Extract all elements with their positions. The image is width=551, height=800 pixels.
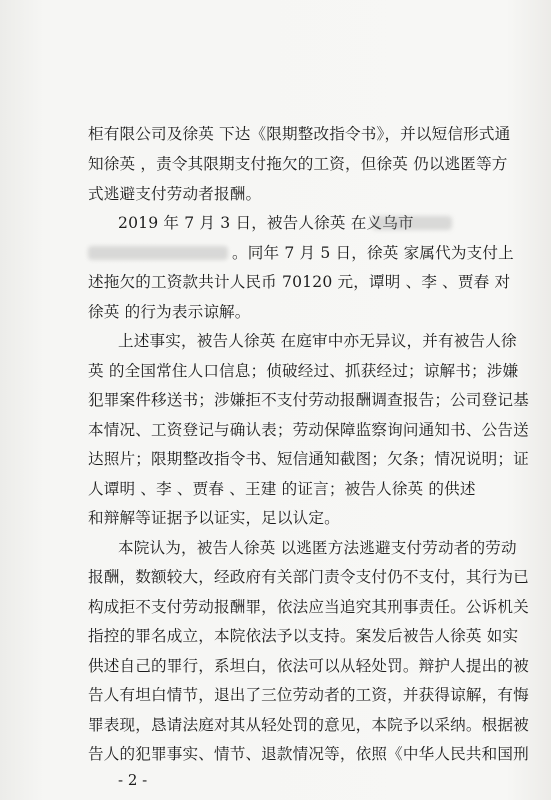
line-text: 柜有限公司及徐英 下达《限期整改指令书》，并以短信形式通	[88, 125, 511, 143]
line-text: 知徐英 ，责令其限期支付拖欠的工资，但徐英 仍以逃匿等方	[88, 155, 508, 173]
line-text: 报酬，数额较大，经政府有关部门责令支付仍不支付，其行为已	[88, 568, 529, 586]
line-text: 本情况、工资登记与确认表；劳动保障监察询问通知书、公告送	[88, 421, 529, 439]
line-text: 罪表现，恳请法庭对其从轻处罚的意见，本院予以采纳。根据被	[88, 716, 529, 734]
line-text: 式逃避支付劳动者报酬。	[88, 185, 262, 203]
line-text: 人谭明 、李 、贾春 、王建 的证言；被告人徐英 的供述	[88, 480, 476, 498]
line-text: 犯罪案件移送书；涉嫌拒不支付劳动报酬调查报告；公司登记基	[88, 391, 529, 409]
line-text: 上述事实，被告人徐英 在庭审中亦无异议，并有被告人徐	[118, 332, 517, 350]
line-text: 英 的全国常住人口信息；侦破经过、抓获经过；谅解书；涉嫌	[88, 362, 519, 380]
line-text: 述拖欠的工资款共计人民币 70120 元，谭明 、李 、贾春 对	[88, 273, 511, 291]
line-text: 。同年 7 月 5 日，徐英 家属代为支付上	[232, 244, 514, 262]
page-number: - 2 -	[118, 771, 148, 789]
line-text: 徐英 的行为表示谅解。	[88, 303, 251, 321]
line-text: 指控的罪名成立，本院依法予以支持。案发后被告人徐英 如实	[88, 627, 519, 645]
line-text: 构成拒不支付劳动报酬罪，依法应当追究其刑事责任。公诉机关	[88, 598, 529, 616]
line-text: 供述自己的罪行，系坦白，依法可以从轻处罚。辩护人提出的被	[88, 657, 529, 675]
redaction-blur	[372, 216, 452, 230]
line-text: 本院认为，被告人徐英 以逃匿方法逃避支付劳动者的劳动	[118, 539, 517, 557]
line-text: 和辩解等证据予以证实，足以认定。	[88, 509, 340, 527]
line-text: 达照片；限期整改指令书、短信通知截图；欠条；情况说明；证	[88, 450, 529, 468]
line-text: 2019 年 7 月 3 日，被告人徐英 在义乌市	[118, 214, 414, 232]
line-text: 告人有坦白情节，退出了三位劳动者的工资，并获得谅解，有悔	[88, 686, 529, 704]
line-text: 告人的犯罪事实、情节、退款情况等，依照《中华人民共和国刑	[88, 745, 529, 763]
redaction-blur	[88, 246, 228, 260]
